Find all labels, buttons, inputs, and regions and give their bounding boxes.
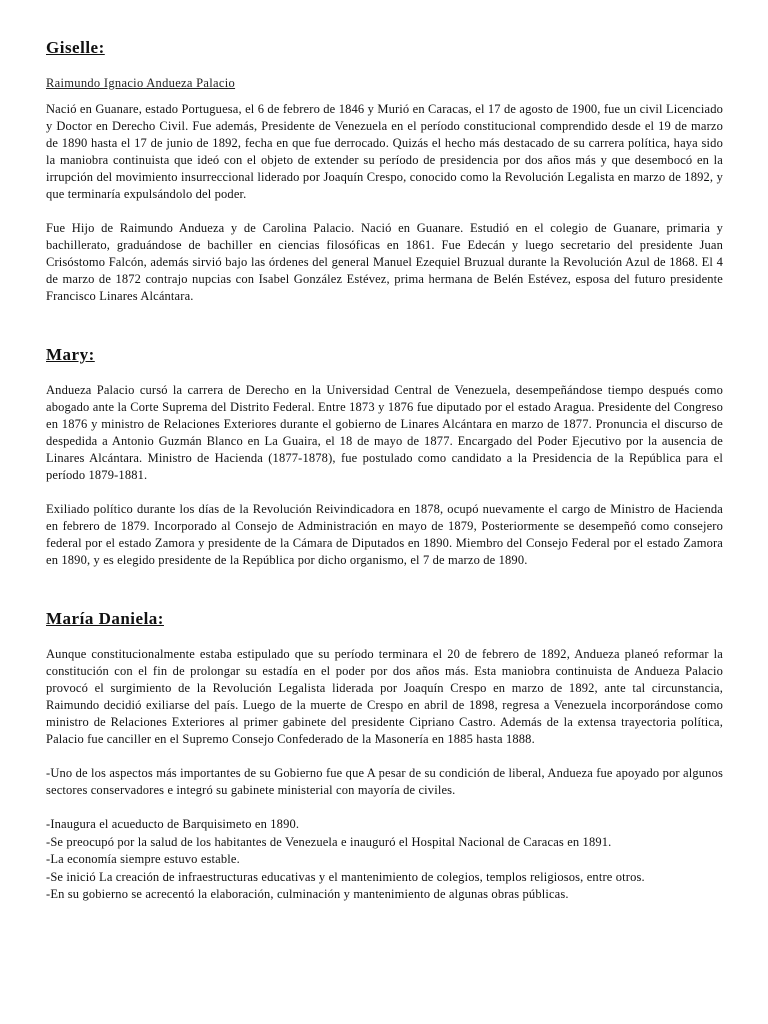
achievements-list xyxy=(46,816,723,904)
list-item: -Se inició La creación de infraestructuras educativas y el mantenimiento de colegios, templos religiosos, entre otros. xyxy=(46,869,645,884)
paragraph: Exiliado político durante los días de la Revolución Reivindicadora en 1878, ocupó nuevamente el cargo de Ministro de Hacienda en febrero de 1879. Incorporado al Consejo de Administración en mayo de 1879, Posteriormente se desempeñó como consejero federal por el estado Zamora y presidente de la Cámara de Diputados en 1890. Miembro del Consejo Federal por el estado Zamora en 1890, y es elegido presidente de la República por dicho organismo, el 7 de marzo de 1890. xyxy=(46,502,723,567)
list-item: -Inaugura el acueducto de Barquisimeto en 1890. xyxy=(46,817,300,831)
paragraph: Andueza Palacio cursó la carrera de Derecho en la Universidad Central de Venezuela, desempeñándose tiempo después como abogado ante la Corte Suprema del Distrito Federal. Entre 1873 y 1876 fue diputado por el estado Aragua. Presidente del Congreso en 1876 y ministro de Relaciones Exteriores durante el gobierno de Linares Alcántara en marzo de 1877. Pronuncia el discurso de despedida a Antonio Guzmán Blanco en La Guaira, el 18 de mayo de 1877. Encargado del Poder Ejecutivo por la ausencia de Linares Alcántara. Ministro de Hacienda (1877-1878), fue postulado como candidato a la Presidencia de la República para el período 1879-1881. xyxy=(46,383,723,482)
paragraph: Fue Hijo de Raimundo Andueza y de Carolina Palacio. Nació en Guanare. Estudió en el colegio de Guanare, primaria y bachillerato, graduándose de bachiller en ciencias filosóficas en 1861. Fue Edecán y luego secretario del presidente Juan Crisóstomo Falcón, además sirvió bajo las órdenes del general Manuel Ezequiel Bruzual durante la Revolución Azul de 1868. El 4 de marzo de 1872 contrajo nupcias con Isabel González Estévez, prima hermana de Belén Estévez, esposa del futuro presidente Francisco Linares Alcántara. xyxy=(46,221,723,303)
list-item: -La economía siempre estuvo estable. xyxy=(46,852,240,866)
paragraph: Nació en Guanare, estado Portuguesa, el 6 de febrero de 1846 y Murió en Caracas, el 17 de agosto de 1900, fue un civil Licenciado y Doctor en Derecho Civil. Fue además, Presidente de Venezuela en el período constitucional comprendido desde el 19 de marzo de 1890 hasta el 17 de junio de 1892, fecha en que fue derrocado. Quizás el hecho más destacado de su carrera política, haya sido la maniobra continuista que ideó con el objeto de extender su período de presidencia por dos años más y que desembocó en la irrupción del movimiento insurreccional liderado por Joaquín Crespo, conocido como la Revolución Legalista en marzo de 1892, y que terminaría expulsándolo del poder. xyxy=(46,102,723,201)
list-item: -En su gobierno se acrecentó la elaboración, culminación y mantenimiento de algunas obras públicas. xyxy=(46,887,569,901)
paragraph: -Uno de los aspectos más importantes de su Gobierno fue que A pesar de su condición de liberal, Andueza fue apoyado por algunos sectores conservadores e integró su gabinete ministerial con mayoría de civiles. xyxy=(46,766,723,797)
paragraph: Aunque constitucionalmente estaba estipulado que su período terminara el 20 de febrero de 1892, Andueza planeó reformar la constitución con el fin de prolongar su estadía en el poder por dos años más. Esta maniobra continuista de Andueza Palacio provocó el surgimiento de la Revolución Legalista liderada por Joaquín Crespo en marzo de 1892, ante tal circunstancia, Raimundo decidió exiliarse del país. Luego de la muerte de Crespo en abril de 1898, regresa a Venezuela incorporándose como ministro de Relaciones Exteriores al primer gabinete del presidente Cipriano Castro. Además de la extensa trayectoria política, Palacio fue canciller en el Supremo Consejo Confederado de la Masonería en 1885 hasta 1888. xyxy=(46,647,723,746)
document-page xyxy=(46,38,723,904)
subject-name: Raimundo Ignacio Andueza Palacio xyxy=(46,76,236,90)
section-heading-maria-daniela: María Daniela: xyxy=(46,609,164,628)
list-item: -Se preocupó por la salud de los habitantes de Venezuela e inauguró el Hospital Nacional de Caracas en 1891. xyxy=(46,834,612,849)
section-heading-mary: Mary: xyxy=(46,345,95,364)
section-heading-giselle: Giselle: xyxy=(46,38,105,57)
